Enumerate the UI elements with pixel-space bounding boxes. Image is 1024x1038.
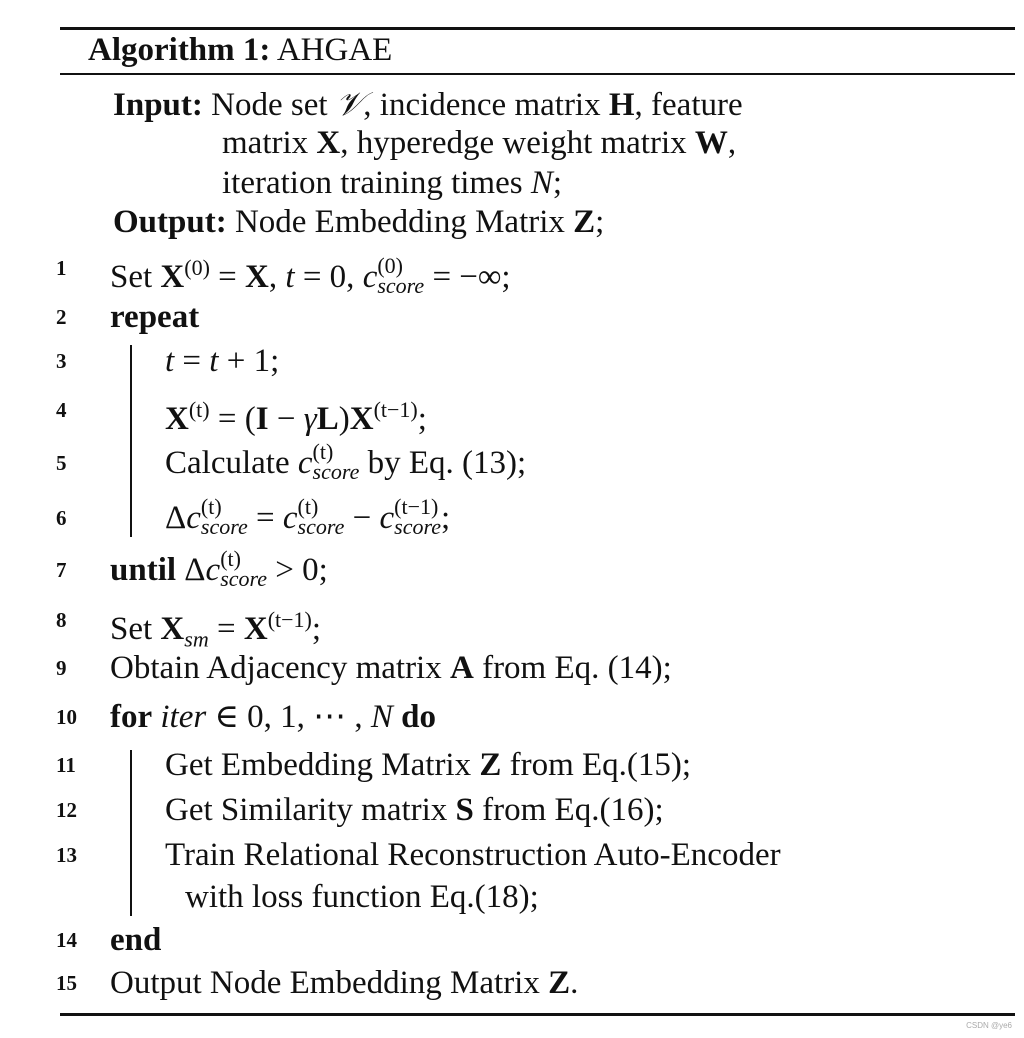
line-number: 1 (56, 256, 67, 280)
text-segment: Z (479, 747, 502, 783)
text-segment: = (174, 343, 210, 379)
text-segment: ; (595, 204, 605, 240)
text-segment: X (165, 401, 189, 437)
text-segment: A (449, 650, 474, 686)
text-segment: iter (160, 699, 207, 735)
repeat-block-bar (130, 345, 132, 537)
text-segment: X (160, 611, 185, 647)
line-text (165, 833, 781, 877)
line-text (222, 161, 562, 205)
bottom-rule (60, 1013, 1015, 1016)
text-segment: from Eq. (14); (473, 650, 672, 686)
text-segment: Z (573, 204, 596, 240)
line-number: 12 (56, 798, 77, 822)
line-text (165, 496, 450, 540)
line-number: 7 (56, 558, 67, 582)
line-number: 3 (56, 349, 67, 373)
text-segment: = (208, 611, 244, 647)
text-segment: from Eq.(16); (473, 792, 664, 828)
text-segment: X (243, 611, 268, 647)
text-segment: S (455, 792, 474, 828)
line-number: 15 (56, 971, 77, 995)
text-segment: sm (184, 626, 209, 652)
text-segment: = −∞; (424, 259, 511, 295)
line-text (222, 121, 736, 165)
watermark: CSDN @ye6 (966, 1021, 1012, 1030)
line-number: 9 (56, 656, 67, 680)
text-segment: + 1; (218, 343, 280, 379)
text-segment: Set (110, 611, 161, 647)
line-text (110, 961, 578, 1005)
text-segment: c (379, 500, 395, 536)
line-text (165, 388, 427, 441)
text-segment: (t) score (200, 494, 248, 540)
line-text (110, 246, 511, 299)
line-text (110, 646, 672, 690)
text-segment: (t−1) (267, 607, 312, 632)
text-segment: W (694, 125, 728, 161)
text-segment: , (727, 125, 737, 161)
line-number: 10 (56, 705, 77, 729)
text-segment: Set (110, 259, 161, 295)
text-segment: c (205, 552, 221, 588)
text-segment: Output: (113, 204, 227, 240)
text-segment: Output Node Embedding Matrix (110, 965, 549, 1001)
text-segment: matrix (222, 125, 317, 161)
text-segment: ; (440, 500, 451, 536)
text-segment: L (316, 401, 339, 437)
text-segment: do (401, 699, 437, 735)
text-segment: . (570, 965, 579, 1001)
text-segment: ) (338, 401, 350, 437)
text-segment: c (297, 445, 313, 481)
text-segment: , hyperedge weight matrix (340, 125, 695, 161)
line-number: 4 (56, 398, 67, 422)
text-segment: H (608, 87, 635, 123)
text-segment: t (165, 343, 175, 379)
text-segment: (t) score (312, 439, 360, 485)
text-segment: ∈ 0, 1, ⋯ , (206, 699, 371, 735)
text-segment: ; (417, 401, 427, 437)
text-segment: X (349, 401, 374, 437)
text-segment: ; (552, 165, 563, 201)
text-segment: Get Similarity matrix (165, 792, 456, 828)
text-segment: Node Embedding Matrix (226, 204, 574, 240)
text-segment: Get Embedding Matrix (165, 747, 480, 783)
text-segment: c (186, 500, 201, 536)
text-segment: = 0, (294, 259, 363, 295)
text-segment: (t) score (220, 546, 268, 592)
text-segment: t (209, 343, 219, 379)
text-segment: by Eq. (13); (359, 445, 527, 481)
text-segment: for (110, 699, 153, 735)
text-segment: − (268, 401, 304, 437)
line-number: 13 (56, 843, 77, 867)
text-segment: N (370, 699, 393, 735)
algorithm-name: AHGAE (276, 32, 393, 68)
text-segment: c (362, 259, 378, 295)
text-segment: , feature (634, 87, 743, 123)
text-segment: γ (303, 401, 317, 437)
line-text (165, 441, 526, 485)
text-segment: X (160, 259, 185, 295)
line-text (165, 339, 279, 383)
algorithm-label: Algorithm 1: (88, 32, 271, 68)
text-segment: end (110, 922, 162, 958)
text-segment: until (110, 552, 177, 588)
text-segment: , (268, 259, 286, 295)
text-segment: − (344, 500, 380, 536)
title-rule (60, 73, 1015, 75)
text-segment: Calculate (165, 445, 298, 481)
line-text (110, 295, 199, 339)
line-number: 8 (56, 608, 67, 632)
text-segment: c (282, 500, 298, 536)
text-segment: = (209, 259, 246, 295)
line-number: 6 (56, 506, 67, 530)
line-number: 5 (56, 451, 67, 475)
text-segment: Obtain Adjacency matrix (110, 650, 450, 686)
text-segment: Δ (165, 500, 187, 536)
text-segment: repeat (110, 299, 200, 335)
line-text (110, 695, 436, 739)
line-text (110, 548, 328, 592)
text-segment: with loss function Eq.(18); (185, 879, 539, 915)
text-segment: Input: (113, 87, 203, 123)
text-segment: (t−1) score (394, 494, 441, 540)
text-segment: = ( (209, 401, 256, 437)
text-segment: t (285, 259, 295, 295)
text-segment: Δ (176, 552, 206, 588)
text-segment: Train Relational Reconstruction Auto-Encoder (165, 837, 781, 873)
text-segment: , incidence matrix (363, 87, 609, 123)
text-segment (393, 699, 401, 735)
line-text (113, 200, 604, 244)
line-number: 11 (56, 753, 76, 777)
text-segment: Z (548, 965, 571, 1001)
line-number: 14 (56, 928, 77, 952)
algorithm-title (88, 28, 392, 72)
text-segment: from Eq.(15); (501, 747, 692, 783)
text-segment: X (245, 259, 269, 295)
text-segment: N (530, 165, 553, 201)
text-segment: 𝒱 (335, 87, 364, 123)
for-block-bar (130, 750, 132, 916)
text-segment: > 0; (267, 552, 328, 588)
line-text (165, 788, 664, 832)
text-segment: I (255, 401, 269, 437)
text-segment: ; (311, 611, 322, 647)
text-segment: (0) (184, 255, 210, 280)
text-segment: = (247, 500, 283, 536)
line-text (185, 875, 539, 919)
line-text (110, 918, 161, 962)
text-segment: (t−1) (373, 397, 418, 422)
text-segment: iteration training times (222, 165, 531, 201)
text-segment: (0) score (377, 253, 425, 299)
text-segment: X (316, 125, 341, 161)
line-number: 2 (56, 305, 67, 329)
text-segment: Node set (202, 87, 336, 123)
text-segment: (t) (188, 397, 210, 422)
line-text (165, 743, 691, 787)
text-segment: (t) score (297, 494, 345, 540)
